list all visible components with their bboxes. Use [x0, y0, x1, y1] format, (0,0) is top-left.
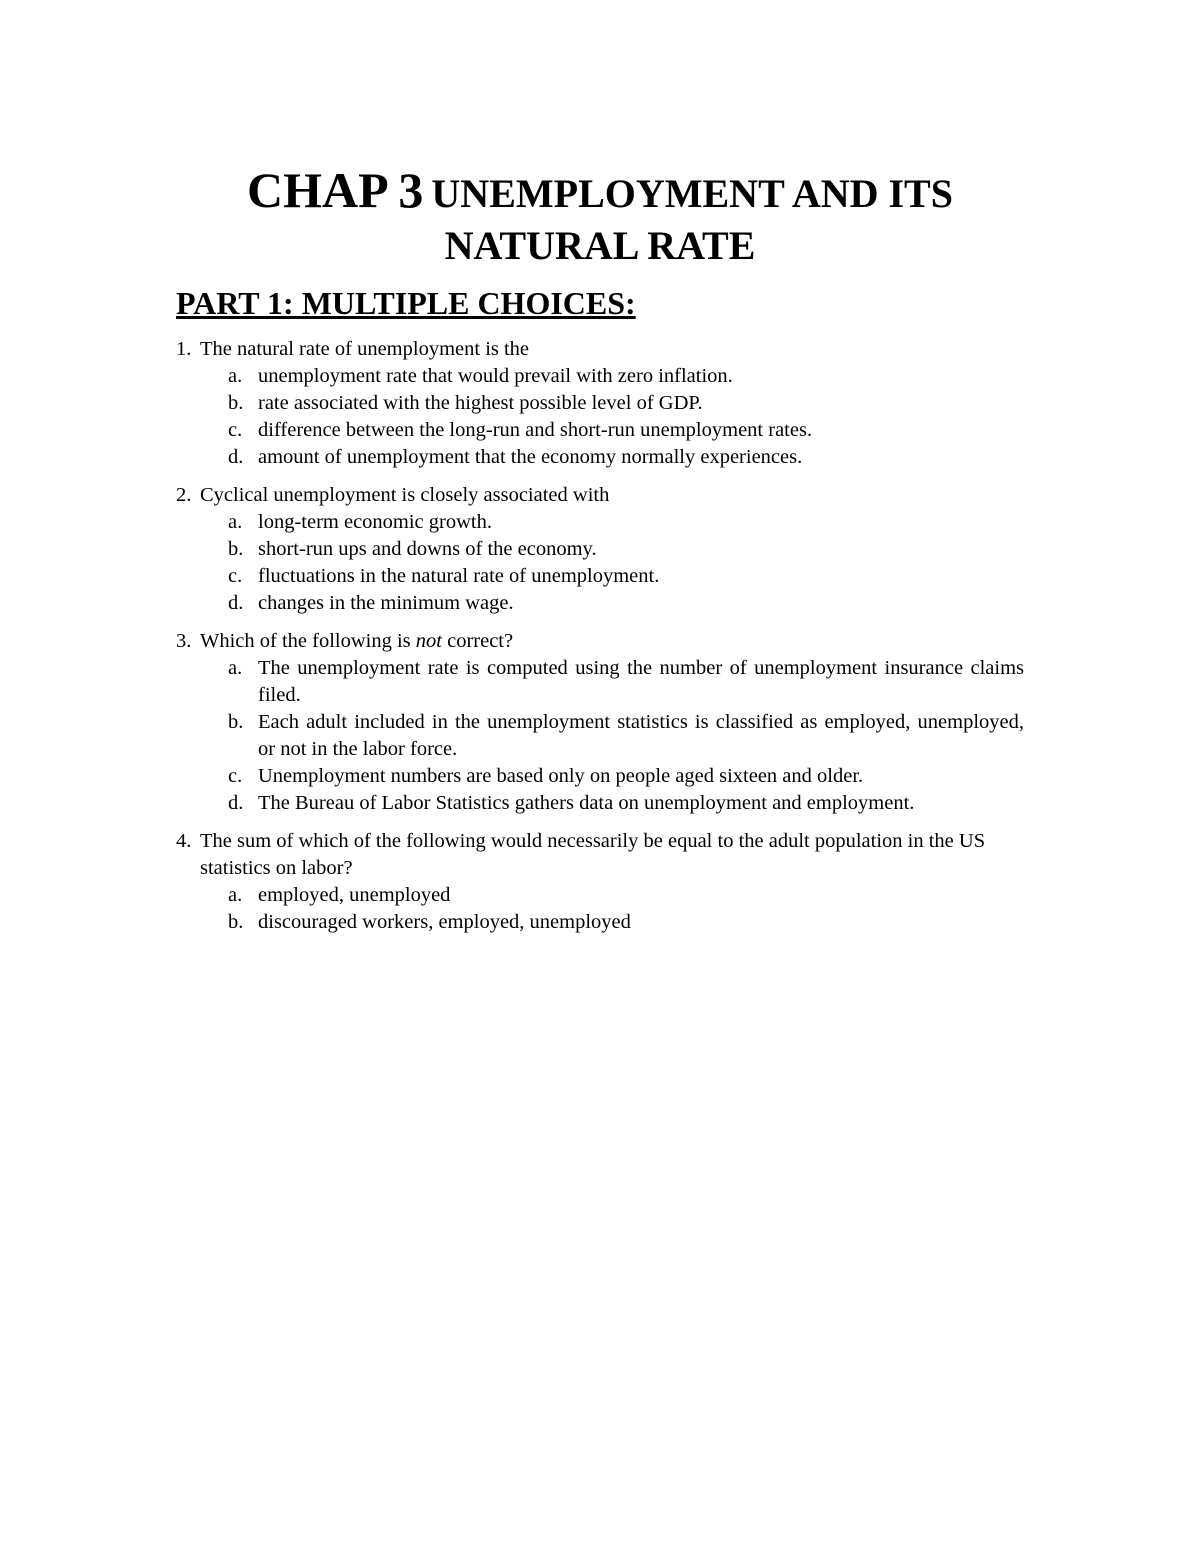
- option-letter: a.: [228, 511, 243, 533]
- option-a: [228, 509, 1024, 536]
- option-list: [176, 882, 1024, 936]
- question-3: [176, 628, 1024, 817]
- option-letter: c.: [228, 565, 243, 587]
- option-letter: a.: [228, 884, 243, 906]
- option-letter: d.: [228, 592, 244, 614]
- option-a: [228, 655, 1024, 709]
- option-list: [176, 363, 1024, 471]
- question-number: 2.: [176, 484, 192, 506]
- question-text-before: Which of the following is: [200, 630, 411, 652]
- question-text: [200, 628, 1024, 655]
- option-text: amount of unemployment that the economy normally experiences.: [258, 446, 803, 468]
- question-list: [176, 336, 1024, 947]
- question-text: Cyclical unemployment is closely associated with: [200, 484, 610, 506]
- option-c: [228, 563, 1024, 590]
- question-number: 4.: [176, 830, 192, 852]
- option-text: Each adult included in the unemployment statistics is classified as employed, unemployed, or not in the labor force.: [258, 711, 1024, 760]
- option-text: rate associated with the highest possible level of GDP.: [258, 392, 703, 414]
- option-letter: b.: [228, 538, 244, 560]
- chapter-title-line1: UNEMPLOYMENT AND ITS: [431, 171, 953, 216]
- option-list: [176, 655, 1024, 817]
- option-text: fluctuations in the natural rate of unemployment.: [258, 565, 660, 587]
- option-letter: b.: [228, 911, 244, 933]
- option-text: long-term economic growth.: [258, 511, 492, 533]
- question-text: The sum of which of the following would necessarily be equal to the adult population in the US statistics on labor?: [200, 830, 986, 879]
- option-b: [228, 909, 1024, 936]
- option-text: short-run ups and downs of the economy.: [258, 538, 597, 560]
- option-text: Unemployment numbers are based only on people aged sixteen and older.: [258, 765, 864, 787]
- option-text: The Bureau of Labor Statistics gathers data on unemployment and employment.: [258, 792, 915, 814]
- option-list: [176, 509, 1024, 617]
- document-title: [0, 160, 1200, 226]
- option-b: [228, 536, 1024, 563]
- question-1: [176, 336, 1024, 471]
- option-d: [228, 590, 1024, 617]
- option-a: [228, 882, 1024, 909]
- option-letter: d.: [228, 792, 244, 814]
- question-text-emphasis: not: [415, 630, 442, 652]
- option-letter: c.: [228, 419, 243, 441]
- chapter-title-line2: NATURAL RATE: [444, 223, 756, 268]
- option-letter: d.: [228, 446, 244, 468]
- question-text: The natural rate of unemployment is the: [200, 338, 530, 360]
- question-2: [176, 482, 1024, 617]
- chapter-number: CHAP 3: [247, 162, 424, 218]
- part-heading: PART 1: MULTIPLE CHOICES:: [176, 285, 636, 321]
- option-c: [228, 763, 1024, 790]
- option-b: [228, 709, 1024, 763]
- option-b: [228, 390, 1024, 417]
- option-letter: b.: [228, 392, 244, 414]
- option-c: [228, 417, 1024, 444]
- option-d: [228, 790, 1024, 817]
- option-d: [228, 444, 1024, 471]
- question-text-after: correct?: [447, 630, 514, 652]
- option-letter: a.: [228, 657, 243, 679]
- option-text: unemployment rate that would prevail with zero inflation.: [258, 365, 733, 387]
- question-number: 3.: [176, 630, 192, 652]
- question-number: 1.: [176, 338, 192, 360]
- option-a: [228, 363, 1024, 390]
- option-text: employed, unemployed: [258, 884, 451, 906]
- option-text: difference between the long-run and short-run unemployment rates.: [258, 419, 813, 441]
- option-letter: c.: [228, 765, 243, 787]
- option-text: discouraged workers, employed, unemployed: [258, 911, 631, 933]
- option-letter: a.: [228, 365, 243, 387]
- option-text: The unemployment rate is computed using the number of unemployment insurance claims filed.: [258, 657, 1024, 706]
- option-text: changes in the minimum wage.: [258, 592, 514, 614]
- option-letter: b.: [228, 711, 244, 733]
- question-4: [176, 828, 1024, 936]
